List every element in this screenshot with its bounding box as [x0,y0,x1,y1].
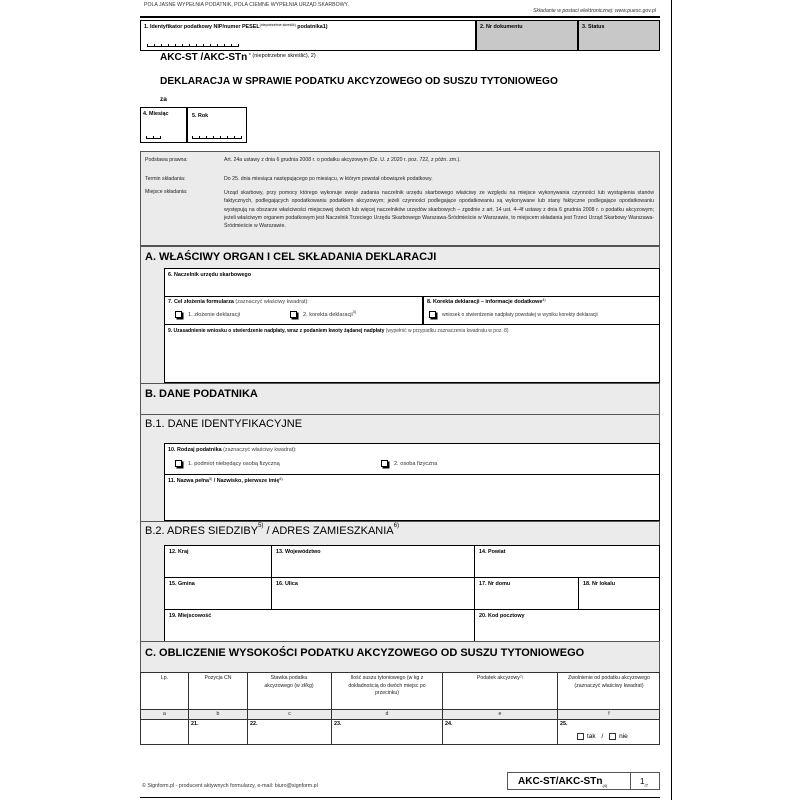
footer-copyright: © Signform.pl - producent aktywnych formularzy, e-mail: biuro@signform.pl [142,783,318,789]
info-key: Podstawa prawna: [145,157,188,163]
col-header-tax-text: Podatek akcyzowy [476,675,520,681]
footer-page-box [630,772,660,790]
table-divider [140,709,660,710]
info-key-place: Miejsce składania: [145,189,188,195]
exemption-options [577,733,628,740]
footer-form-code-box [507,772,631,790]
section-b [140,383,660,415]
info-value: Do 25. dnia miesiąca następującego po miesiącu, w którym powstał obowiązek podatkowy. [224,176,433,182]
form-title: DEKLARACJA W SPRAWIE PODATKU AKCYZOWEGO OD SUSZU TYTONIOWEGO [160,76,558,87]
option-submission[interactable] [175,311,240,318]
field-22-tax-rate[interactable]: 22. [250,721,258,727]
col-letter-d: d [385,711,389,717]
field-2-label: 2. Nr dokumentu [480,24,523,30]
month-ticks [146,135,161,139]
field-2-doc-number [476,20,578,51]
col-letter-b: b [216,711,220,717]
col-header-lp: Lp. [160,675,169,681]
table-col-divider [247,672,248,745]
footer-form-code: AKC-ST/AKC-STn [518,776,603,787]
option-non-natural-person-label: 1. podmiot niebędący osobą fizyczną [188,460,280,467]
section-b2-title-b: / ADRES ZAMIESZKANIA [263,525,394,537]
field-8-label: 8. Korekta deklaracji – informacje dodatkowe [427,299,543,305]
form-page [140,0,660,800]
footer-page-total: /2 [644,782,648,788]
field-4-label: 4. Miesiąc [143,111,169,117]
col-header-tax-sup: 7) [519,675,524,679]
field-14-county[interactable] [474,545,660,578]
field-1-sup: (niepotrzebne skreślić) [259,23,296,27]
field-7-hint: (zaznaczyć właściwy kwadrat): [233,299,309,305]
option-correction-label: 2. korekta deklaracji [303,311,353,318]
checkbox-submission[interactable] [175,311,182,318]
field-24-excise-tax[interactable]: 24. [445,721,453,727]
table-col-divider [188,672,189,745]
nip-digit-ticks [147,43,239,47]
table-col-divider [331,672,332,745]
section-a-title: A. WŁAŚCIWY ORGAN I CEL SKŁADANIA DEKLARACJI [145,251,437,263]
field-20-label: 20. Kod pocztowy [479,613,525,619]
field-11-label-a: 11. Nazwa pełna [168,478,210,484]
field-8-correction-info [423,296,660,325]
field-4-month[interactable] [140,107,187,143]
field-12-country[interactable] [164,545,272,578]
field-13-label: 13. Województwo [276,549,321,555]
field-11-label-b: / Nazwisko, pierwsze imię [212,478,280,484]
info-block [140,151,660,246]
field-12-label: 12. Kraj [169,549,189,555]
form-code-line [160,52,316,63]
option-natural-person-label: 2. osoba fizyczna [394,460,438,467]
footer-rule [140,797,660,798]
field-25-exemption: 25. [560,721,568,727]
col-letter-c: c [288,711,291,717]
checkbox-correction[interactable] [290,311,297,318]
section-b-title: B. DANE PODATNIKA [145,388,258,400]
header-rule [140,16,660,18]
col-header-exemption: Zwolnienie od podatku akcyzowego (zaznaczyć właściwy kwadrat) [568,675,650,689]
info-value-place: Urząd skarbowy, przy pomocy którego wykonuje swoje zadania naczelnik urzędu skarbowego właściwy ze względu na miejsce wykonywania czynności lub wystąpienia stanów faktycznych, podlegających opodatkowaniu podatkiem akcyzowym; jeżeli czynności podlegające opodatkowaniu są wykonywane lub stany faktyczne podlegające opodatkowaniu występują na obszarze właściwości miejscowej dwóch lub więcej naczelników urzędów skarbowych – zgodnie z art. 14 ust. 4–4f ustawy z dnia 6 grudnia 2008 r. o podatku akcyzowym; jeżeli właściwym organem podatkowym jest Naczelnik Trzeciego Urzędu Skarbowego Warszawa-Śródmieście w Warszawie, to miejscem składania jest Trzeci Urząd Skarbowy Warszawa-Śródmieście w Warszawie. [224,190,654,230]
field-9-label: 9. Uzasadnienie wniosku o stwierdzenie nadpłaty, wraz z podaniem kwoty żądanej nadpłaty [168,328,385,334]
option-correction[interactable] [290,311,356,318]
checkbox-exemption-yes[interactable] [577,733,584,740]
field-19-city[interactable] [164,609,475,642]
field-1-label: 1. Identyfikator podatkowy NIP/numer PESEL [144,24,260,30]
field-21-cn-position[interactable]: 21. [191,721,199,727]
section-b1-title: B.1. DANE IDENTYFIKACYJNE [145,418,303,430]
form-code: AKC-ST /AKC-STn [160,52,248,63]
col-letter-e: e [498,711,502,717]
col-header-quantity: Ilość suszu tytoniowego (w kg z dokładnością do dwóch miejsc po przecinku) [348,675,426,696]
e-filing-note: Składanie w postaci elektronicznej: www.puesc.gov.pl [532,8,656,14]
field-1-suffix: podatnika1) [295,24,328,30]
field-10-label: 10. Rodzaj podatnika [168,447,222,453]
section-c-title: C. OBLICZENIE WYSOKOŚCI PODATKU AKCYZOWEGO OD SUSZU TYTONIOWEGO [145,647,585,659]
table-col-divider [442,672,443,745]
col-letter-f: f [608,711,610,717]
field-18-label: 18. Nr lokalu [583,581,616,587]
za-label: za [160,96,167,103]
option-overpayment[interactable] [429,311,598,318]
field-10-taxpayer-type [164,443,660,475]
page-edge-line [671,0,672,800]
fill-note: POLA JASNE WYPEŁNIA PODATNIK, POLA CIEMNE WYPEŁNIA URZĄD SKARBOWY. [144,2,349,8]
col-header-cn: Pozycja CN [204,675,232,681]
field-8-sup: 4) [542,298,546,302]
checkbox-exemption-no[interactable] [609,733,616,740]
checkbox-natural-person[interactable] [381,460,388,467]
field-5-label: 5. Rok [192,113,209,119]
field-9-justification[interactable] [164,324,660,383]
exemption-yes-label: tak [587,733,596,741]
info-key: Termin składania: [145,176,186,182]
footer-page-number: 1 [640,777,645,786]
exemption-separator: / [601,733,604,741]
field-9-hint: (wypełnić w przypadku zaznaczenia kwadratu w poz. 8) [384,328,509,334]
field-23-quantity[interactable]: 23. [334,721,342,727]
checkbox-non-natural-person[interactable] [175,460,182,467]
field-18-apartment-number[interactable] [578,577,660,610]
col-letter-a: a [163,711,166,717]
option-non-natural-person[interactable] [175,460,280,467]
option-submission-label: 1. złożenie deklaracji [188,311,240,318]
section-b2-sup-a: 5) [258,523,264,529]
field-3-label: 3. Status [582,24,605,30]
table-divider [140,719,660,720]
field-16-street[interactable] [271,577,475,610]
field-14-label: 14. Powiat [479,549,506,555]
field-7-purpose [164,296,423,325]
field-13-voivodeship[interactable] [271,545,475,578]
field-11-sup-a: 5) [209,477,213,481]
field-20-postal-code[interactable] [474,609,660,642]
field-15-municipality[interactable] [164,577,272,610]
exemption-no-label: nie [619,733,628,741]
option-correction-sup: 3) [352,310,356,314]
field-5-year[interactable] [187,107,247,143]
checkbox-overpayment[interactable] [429,311,436,318]
option-natural-person[interactable] [381,460,437,467]
field-17-house-number[interactable] [474,577,579,610]
field-19-label: 19. Miejscowość [169,613,212,619]
info-value: Art. 24a ustawy z dnia 6 grudnia 2008 r. o podatku akcyzowym (Dz. U. z 2020 r. poz. 722, z późn. zm.). [224,157,461,163]
field-6-tax-office[interactable] [164,268,660,297]
field-7-label: 7. Cel złożenia formularza [168,299,234,305]
col-header-tax [443,675,557,683]
field-11-name[interactable] [164,474,660,521]
option-overpayment-label: wniosek o stwierdzenie nadpłaty powstałej w wyniku korekty deklaracji [442,311,598,318]
field-3-status [578,20,660,51]
section-b2-title-a: B.2. ADRES SIEDZIBY [145,525,259,537]
form-code-note: * (niepotrzebne skreślić), 2) [247,53,316,59]
year-ticks [192,135,242,139]
section-b2-sup-b: 6) [393,523,399,529]
col-header-rate: Stawka podatku akcyzowego (w zł/kg) [264,675,314,689]
section-c [140,641,660,673]
footer-form-version: (4) [602,783,608,788]
field-10-hint: (zaznaczyć właściwy kwadrat): [221,447,297,453]
field-1-nip-pesel[interactable] [140,20,476,51]
field-16-label: 16. Ulica [276,581,298,587]
field-15-label: 15. Gmina [169,581,195,587]
field-11-sup-b: 6) [279,477,283,481]
field-6-label: 6. Naczelnik urzędu skarbowego [168,272,251,278]
field-17-label: 17. Nr domu [479,581,511,587]
